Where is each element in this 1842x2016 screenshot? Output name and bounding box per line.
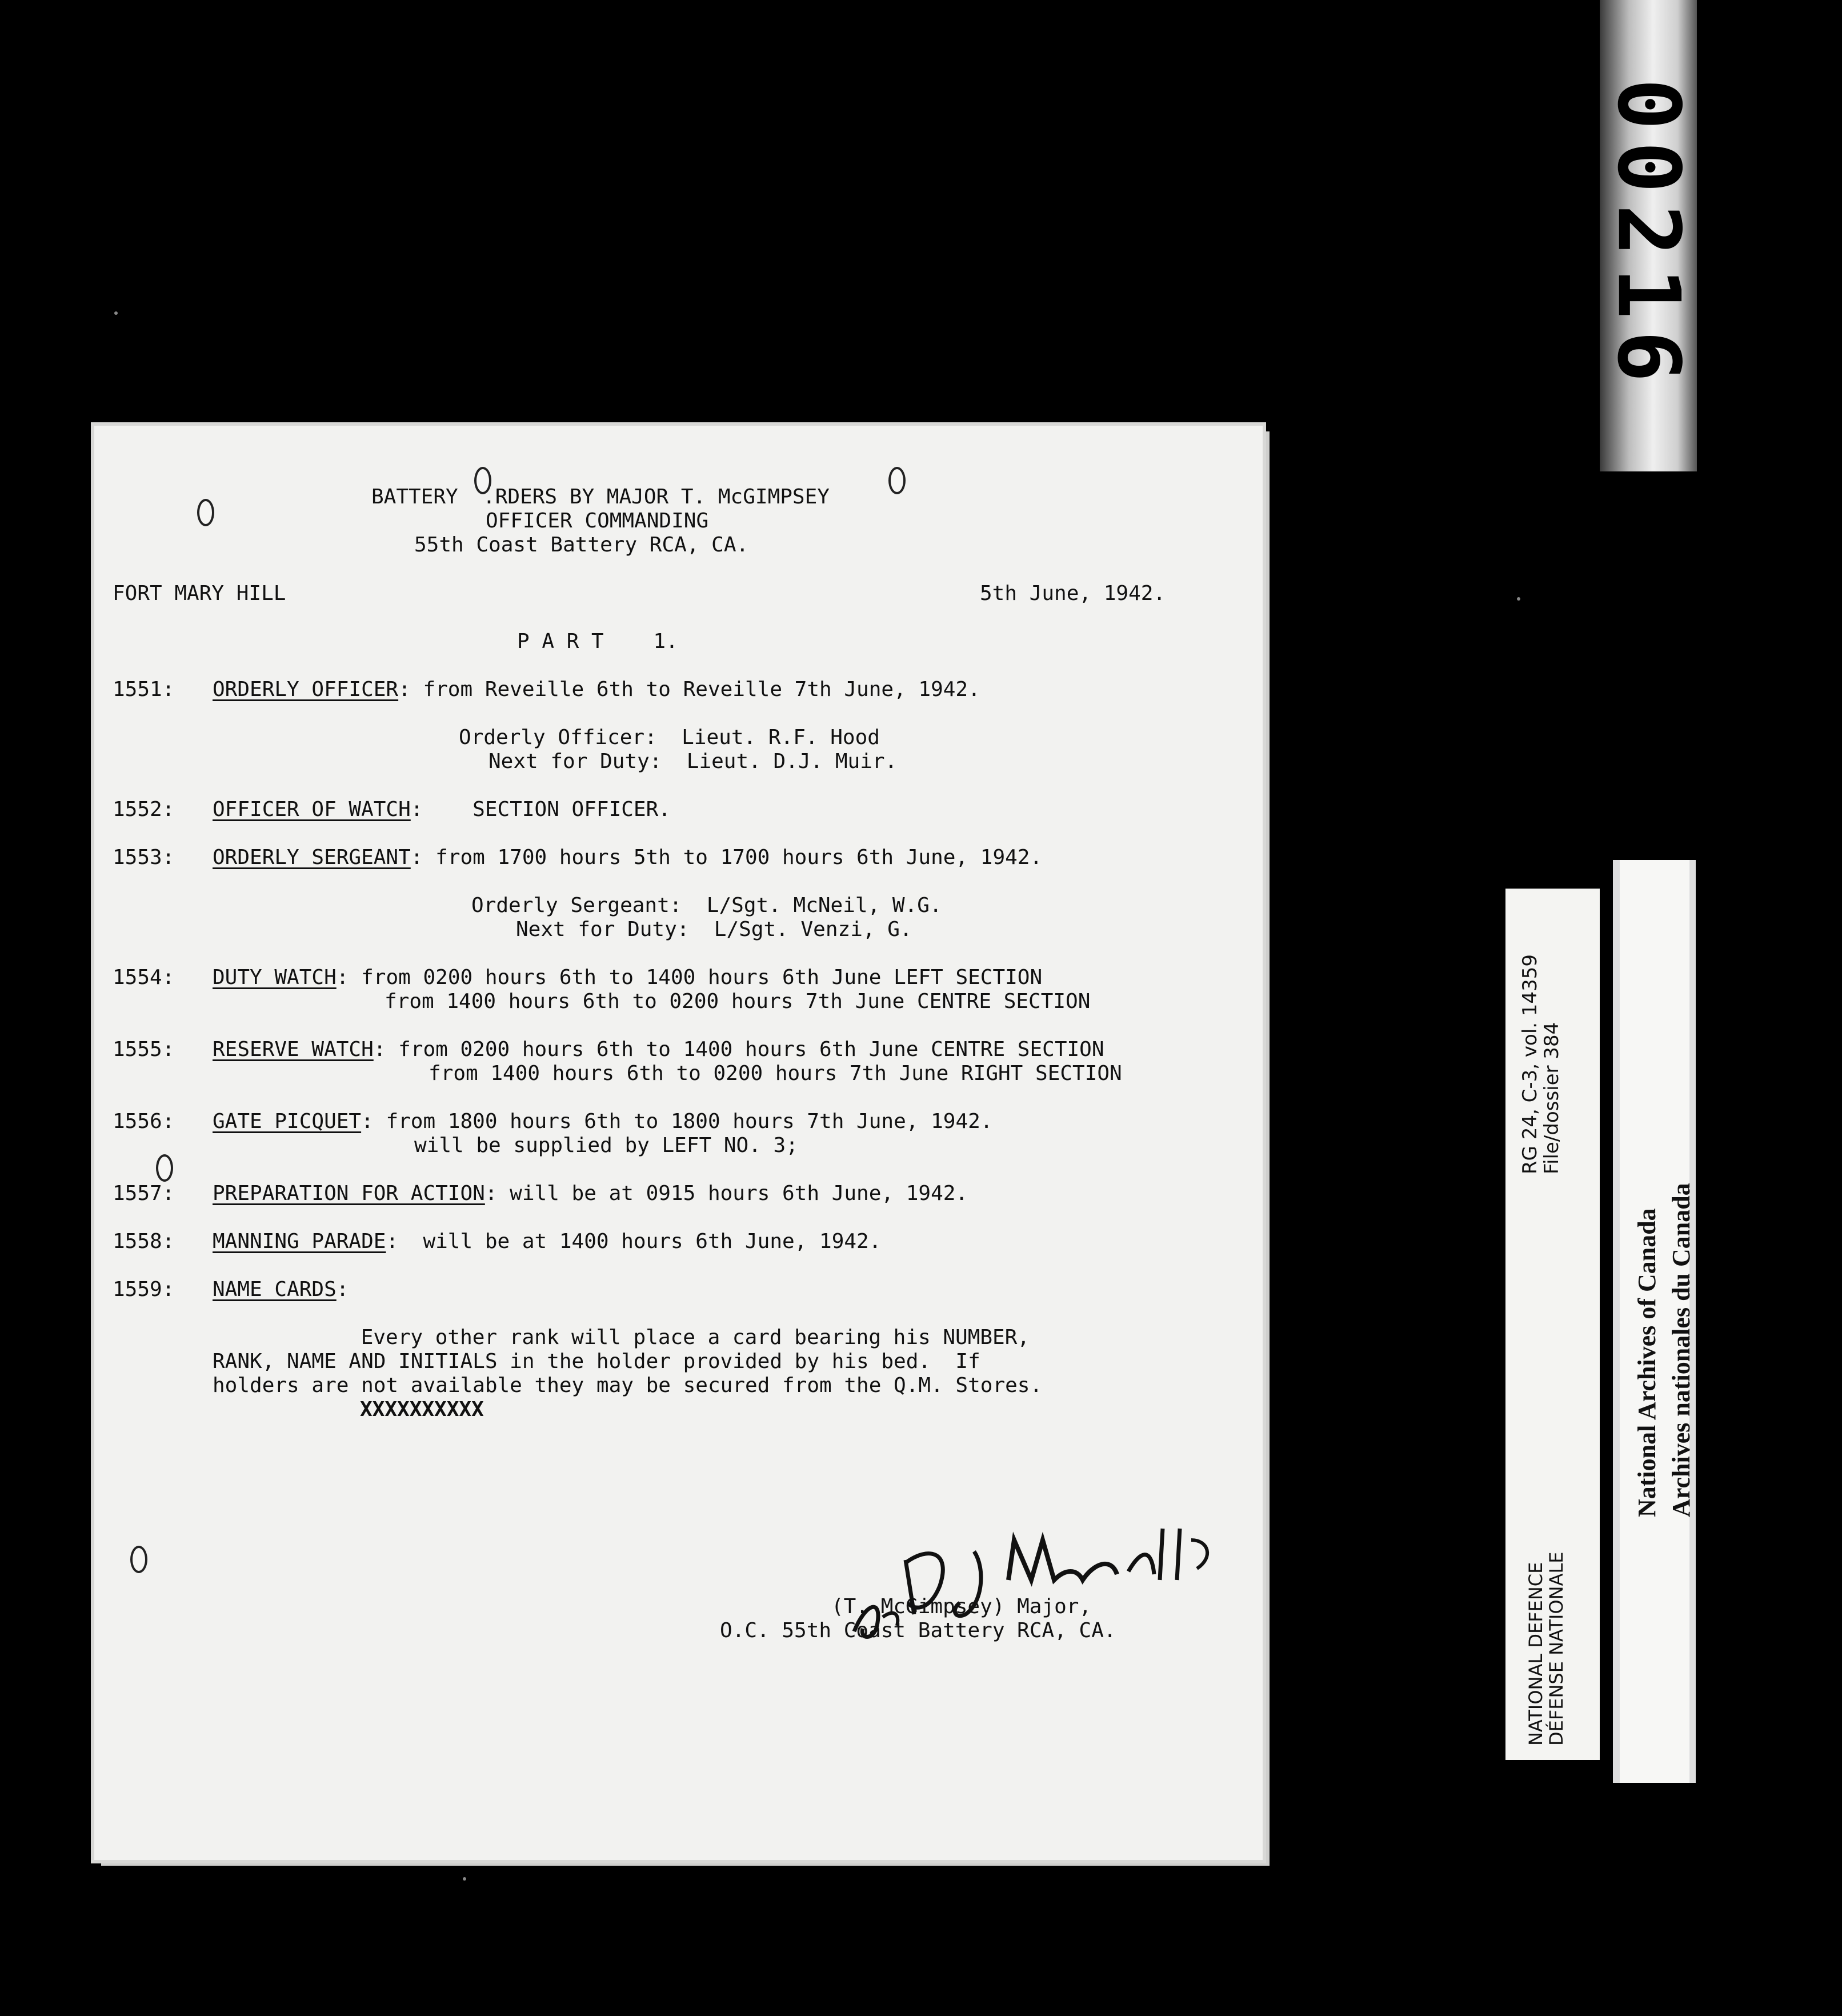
national-defence-line1: NATIONAL DEFENCE — [1525, 1562, 1547, 1746]
order-paragraph: holders are not available they may be secured from the Q.M. Stores. — [213, 1374, 1043, 1397]
archive-reference-card — [1505, 889, 1600, 1760]
header-line2: OFFICER COMMANDING — [486, 509, 709, 533]
order-text: : SECTION OFFICER. — [410, 798, 671, 821]
place: FORT MARY HILL — [113, 582, 286, 605]
order-number: 1551: — [113, 678, 175, 701]
order-line — [213, 1229, 881, 1254]
order-sub: Orderly Officer: Lieut. R.F. Hood — [459, 726, 880, 749]
dust-speck — [1517, 597, 1520, 601]
order-text: : from 1700 hours 5th to 1700 hours 6th June, 1942. — [410, 846, 1043, 869]
order-text: : will be at 1400 hours 6th June, 1942. — [386, 1230, 882, 1253]
order-number: 1554: — [113, 966, 175, 989]
order-line — [213, 845, 1042, 870]
national-defence-label — [1525, 1551, 1567, 1746]
dust-speck — [463, 1877, 466, 1881]
order-number: 1557: — [113, 1182, 175, 1205]
archive-reference — [1519, 954, 1563, 1174]
order-sub: Next for Duty: Lieut. D.J. Muir. — [488, 750, 898, 773]
date: 5th June, 1942. — [980, 582, 1166, 605]
order-number: 1555: — [113, 1038, 175, 1061]
order-line — [213, 1037, 1104, 1062]
order-title: OFFICER OF WATCH — [213, 798, 411, 821]
order-line — [213, 1277, 349, 1302]
order-text: : from 0200 hours 6th to 1400 hours 6th June CENTRE SECTION — [373, 1038, 1104, 1061]
order-number: 1558: — [113, 1230, 175, 1253]
signature-line2: O.C. 55th Coast Battery RCA, CA. — [720, 1619, 1116, 1642]
archive-reference-line1: RG 24, C-3, vol. 14359 — [1519, 954, 1541, 1174]
part-heading: P A R T 1. — [517, 630, 678, 653]
order-line — [213, 1109, 992, 1134]
order-sub: Orderly Sergeant: L/Sgt. McNeil, W.G. — [471, 894, 942, 917]
order-title: GATE PICQUET — [213, 1110, 362, 1133]
frame-number-strip — [1600, 0, 1697, 471]
struck-out-text: XXXXXXXXXX — [360, 1398, 484, 1421]
order-line — [213, 1181, 968, 1206]
order-paragraph: Every other rank will place a card bearing his NUMBER, — [311, 1326, 1030, 1349]
order-sub: Next for Duty: L/Sgt. Venzi, G. — [516, 918, 912, 941]
frame-number: 00216 — [1599, 78, 1699, 394]
order-title: PREPARATION FOR ACTION — [213, 1182, 485, 1205]
order-line — [213, 797, 671, 822]
order-line — [213, 965, 1042, 990]
handwritten-signature — [843, 1517, 1311, 1666]
national-archives-line2: Archives nationales du Canada — [1667, 1183, 1695, 1517]
order-paragraph: RANK, NAME AND INITIALS in the holder provided by his bed. If — [213, 1350, 980, 1373]
order-title: ORDERLY OFFICER — [213, 678, 399, 701]
archive-reference-line2: File/dossier 384 — [1540, 1022, 1563, 1174]
national-defence-line2: DÉFENSE NATIONALE — [1545, 1551, 1567, 1746]
order-title: ORDERLY SERGEANT — [213, 846, 411, 869]
national-archives-line1: National Archives of Canada — [1633, 1208, 1661, 1517]
order-text: : from 0200 hours 6th to 1400 hours 6th June LEFT SECTION — [336, 966, 1043, 989]
document-page — [94, 426, 1263, 1860]
order-line — [213, 677, 980, 702]
signature-line1: (T. McGimpsey) Major, — [831, 1595, 1092, 1618]
national-archives-card — [1613, 860, 1696, 1783]
order-text: : from Reveille 6th to Reveille 7th June, 1942. — [398, 678, 980, 701]
order-line2: from 1400 hours 6th to 0200 hours 7th June RIGHT SECTION — [429, 1062, 1122, 1085]
order-number: 1556: — [113, 1110, 175, 1133]
national-archives-label — [1630, 1183, 1699, 1517]
header-line3: 55th Coast Battery RCA, CA. — [414, 533, 749, 557]
dust-speck — [114, 311, 118, 315]
national-archives-card-inner — [1620, 860, 1695, 1783]
order-title: NAME CARDS — [213, 1278, 337, 1301]
order-line2: from 1400 hours 6th to 0200 hours 7th June CENTRE SECTION — [385, 990, 1091, 1013]
order-number: 1553: — [113, 846, 175, 869]
order-title: DUTY WATCH — [213, 966, 337, 989]
order-line2: will be supplied by LEFT NO. 3; — [414, 1134, 798, 1157]
order-text: : — [336, 1278, 349, 1301]
order-title: RESERVE WATCH — [213, 1038, 374, 1061]
header-line1: BATTERY .RDERS BY MAJOR T. McGIMPSEY — [371, 485, 830, 509]
order-number: 1559: — [113, 1278, 175, 1301]
order-text: : from 1800 hours 6th to 1800 hours 7th June, 1942. — [361, 1110, 993, 1133]
order-number: 1552: — [113, 798, 175, 821]
order-text: : will be at 0915 hours 6th June, 1942. — [484, 1182, 968, 1205]
order-title: MANNING PARADE — [213, 1230, 386, 1253]
